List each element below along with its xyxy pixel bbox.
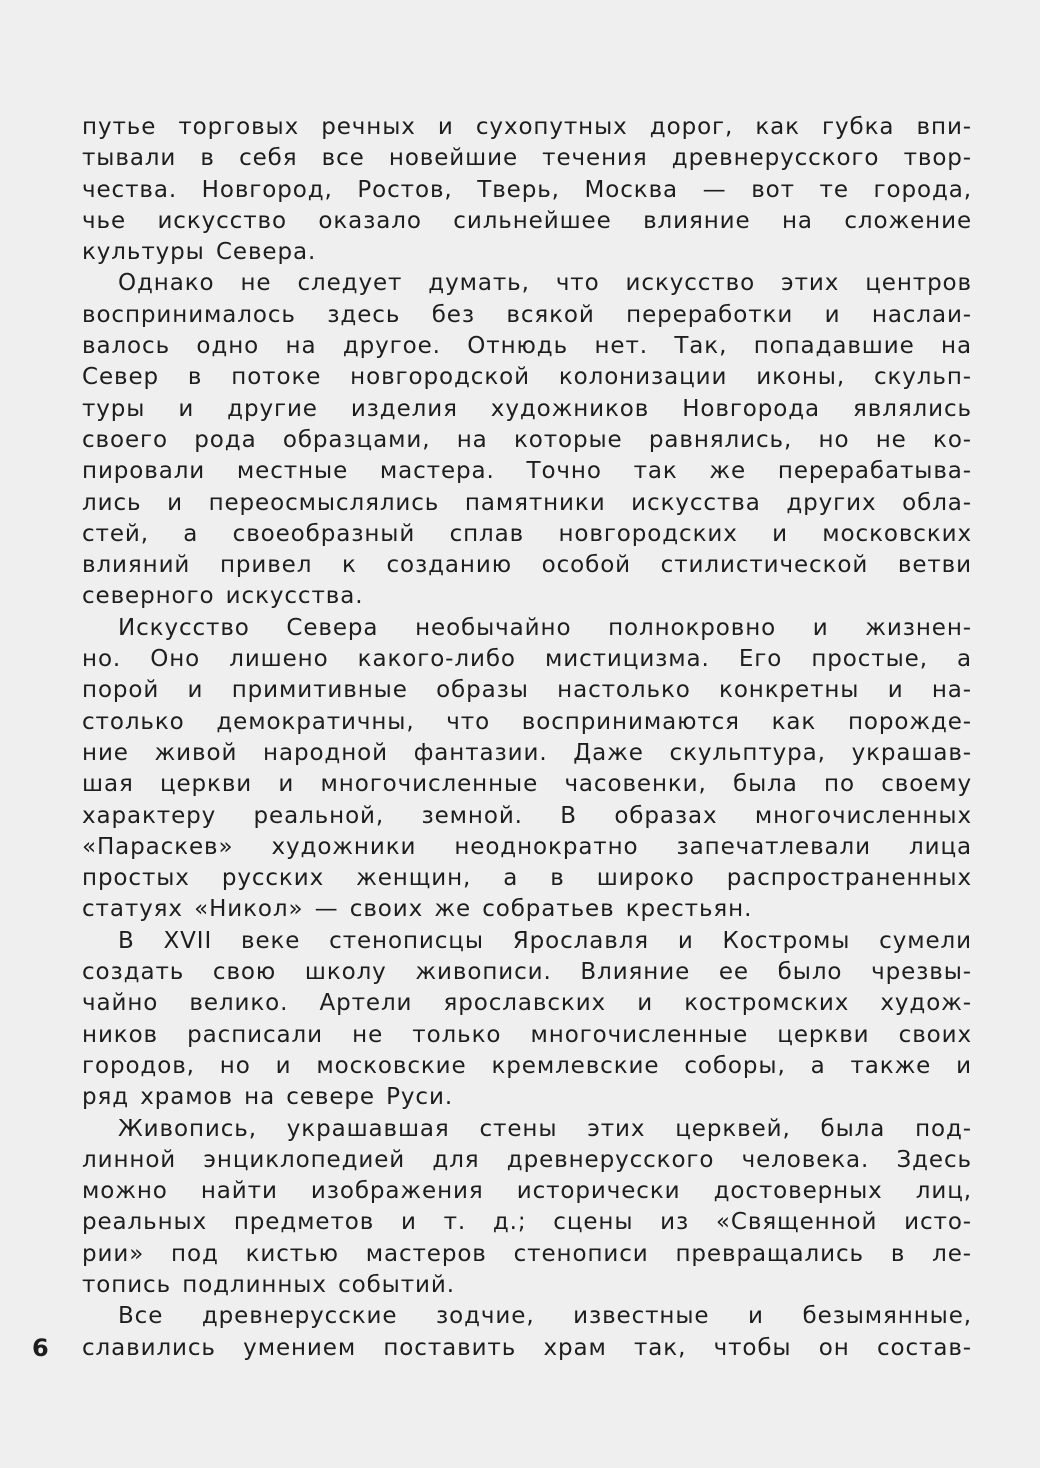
paragraph	[82, 926, 972, 1114]
text-line: чайно велико. Артели ярославских и костромских худож-	[82, 990, 972, 1017]
paragraph	[82, 613, 972, 926]
paragraph	[82, 112, 972, 268]
text-line: можно найти изображения исторически достоверных лиц,	[82, 1178, 972, 1205]
text-line: чье искусство оказало сильнейшее влияние на сложение	[82, 207, 972, 234]
text-line: влияний привел к созданию особой стилистической ветви	[82, 552, 972, 579]
text-line: ние живой народной фантазии. Даже скульптура, украшав-	[82, 739, 972, 766]
text-line: Все древнерусские зодчие, известные и безымянные,	[118, 1303, 972, 1330]
text-line: столько демократичны, что воспринимаются как порожде-	[82, 708, 972, 735]
text-line: статуях «Никол» — своих же собратьев крестьян.	[82, 896, 753, 923]
text-line: валось одно на другое. Отнюдь нет. Так, попадавшие на	[82, 333, 972, 360]
text-line: воспринималось здесь без всякой переработки и наслаи-	[82, 301, 972, 328]
text-line: ряд храмов на севере Руси.	[82, 1084, 454, 1111]
text-line: характеру реальной, земной. В образах многочисленных	[82, 802, 972, 829]
text-line: Искусство Севера необычайно полнокровно и жизнен-	[118, 614, 972, 641]
text-line: славились умением поставить храм так, чтобы он состав-	[82, 1334, 972, 1361]
text-line: топись подлинных событий.	[82, 1271, 455, 1298]
page-number: 6	[32, 1334, 49, 1362]
text-line: стей, а своеобразный сплав новгородских и московских	[82, 520, 972, 547]
text-line: простых русских женщин, а в широко распространенных	[82, 865, 972, 892]
paragraph	[82, 1301, 972, 1364]
text-line: создать свою школу живописи. Влияние ее было чрезвы-	[82, 959, 972, 986]
text-line: порой и примитивные образы настолько конкретны и на-	[82, 677, 972, 704]
text-line: «Параскев» художники неоднократно запечатлевали лица	[82, 833, 972, 860]
text-line: Живопись, украшавшая стены этих церквей, была под-	[118, 1115, 972, 1142]
text-line: чества. Новгород, Ростов, Тверь, Москва — вот те города,	[82, 176, 972, 203]
text-line: Север в потоке новгородской колонизации иконы, скульп-	[82, 364, 972, 391]
text-line: туры и другие изделия художников Новгорода являлись	[82, 395, 972, 422]
text-line: шая церкви и многочисленные часовенки, была по своему	[82, 771, 972, 798]
paragraph	[82, 1114, 972, 1302]
paragraph	[82, 268, 972, 612]
text-line: Однако не следует думать, что искусство этих центров	[118, 270, 972, 297]
text-line: городов, но и московские кремлевские соборы, а также и	[82, 1052, 972, 1079]
body-text	[82, 112, 972, 1364]
text-line: тывали в себя все новейшие течения древнерусского твор-	[82, 145, 972, 172]
text-line: культуры Севера.	[82, 239, 317, 266]
text-line: путье торговых речных и сухопутных дорог, как губка впи-	[82, 114, 972, 140]
text-line: своего рода образцами, на которые равнялись, но не ко-	[82, 426, 972, 453]
text-line: северного искусства.	[82, 583, 364, 610]
text-line: реальных предметов и т. д.; сцены из «Священной исто-	[82, 1209, 972, 1236]
text-line: линной энциклопедией для древнерусского человека. Здесь	[82, 1146, 972, 1173]
text-line: В XVII веке стенописцы Ярославля и Костромы сумели	[118, 927, 972, 954]
text-line: пировали местные мастера. Точно так же перерабатыва-	[82, 458, 972, 485]
text-line: лись и переосмыслялись памятники искусства других обла-	[82, 489, 972, 516]
text-line: но. Оно лишено какого-либо мистицизма. Его простые, а	[82, 646, 972, 673]
text-line: рии» под кистью мастеров стенописи превращались в ле-	[82, 1240, 972, 1267]
text-line: ников расписали не только многочисленные церкви своих	[82, 1021, 972, 1048]
